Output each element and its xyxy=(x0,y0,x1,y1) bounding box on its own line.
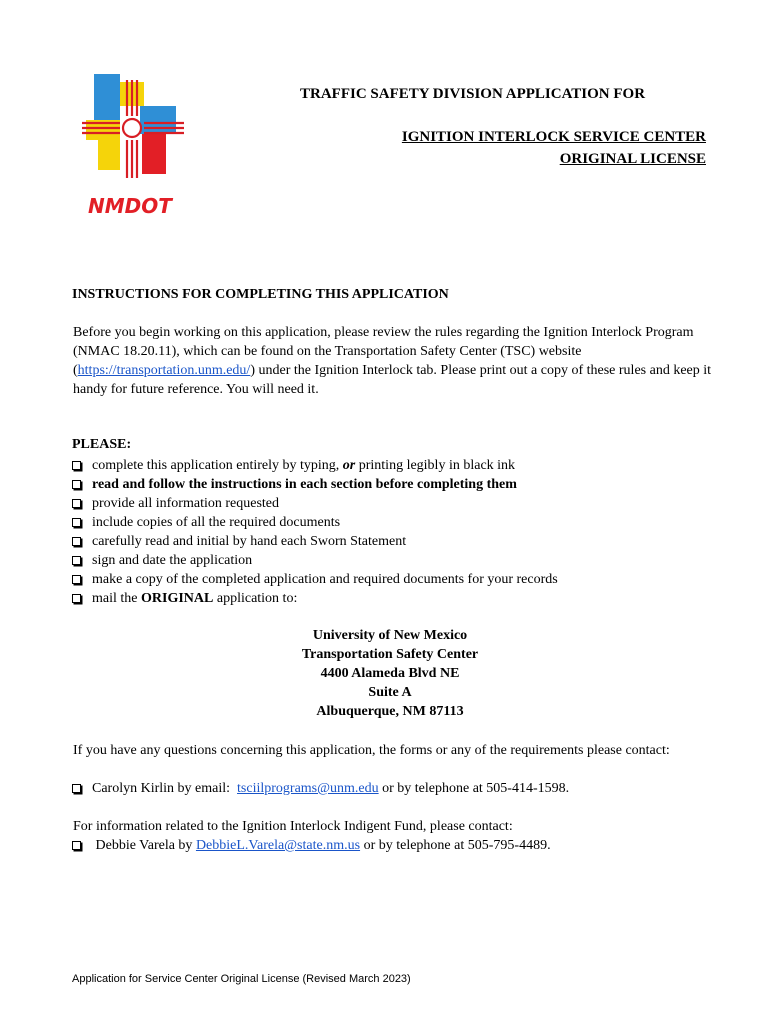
please-heading: PLEASE: xyxy=(72,437,132,452)
checkbox-icon xyxy=(72,499,81,508)
address-line: Transportation Safety Center xyxy=(301,647,479,662)
logo-text: NMDOT xyxy=(88,194,172,218)
list-item xyxy=(72,532,712,551)
item-text: include copies of all the required documents xyxy=(92,515,341,530)
item-text: provide all information requested xyxy=(92,496,279,511)
contact-phone: or by telephone at 505-414-1598. xyxy=(382,781,570,796)
checkbox-icon xyxy=(72,461,81,470)
contact-name: Carolyn Kirlin by email: xyxy=(92,781,231,796)
list-item xyxy=(72,475,712,494)
contact-name: Debbie Varela by xyxy=(95,838,193,853)
instructions-paragraph xyxy=(73,323,713,399)
item-text: application to: xyxy=(216,591,298,606)
item-text: sign and date the application xyxy=(92,553,253,568)
checkbox-icon xyxy=(72,537,81,546)
item-text-emphasis: ORIGINAL xyxy=(141,591,214,606)
item-text: mail the xyxy=(92,591,138,606)
item-text-emphasis: or xyxy=(342,458,356,473)
checkbox-icon xyxy=(72,518,81,527)
email-link-varela[interactable]: DebbieL.Varela@state.nm.us xyxy=(195,838,361,853)
list-item xyxy=(72,494,712,513)
list-item xyxy=(72,456,712,475)
list-item xyxy=(72,570,712,589)
instructions-heading: INSTRUCTIONS FOR COMPLETING THIS APPLICATION xyxy=(72,287,449,302)
nmdot-logo xyxy=(80,70,190,220)
title-line-2: IGNITION INTERLOCK SERVICE CENTER xyxy=(401,129,706,145)
address-line: 4400 Alameda Blvd NE xyxy=(320,666,460,681)
list-item xyxy=(72,551,712,570)
item-text: printing legibly in black ink xyxy=(358,458,516,473)
indigent-fund-intro: For information related to the Ignition Interlock Indigent Fund, please contact: xyxy=(73,819,513,834)
item-text: carefully read and initial by hand each Sworn Statement xyxy=(92,534,407,549)
checkbox-icon xyxy=(72,784,81,793)
email-link-kirlin[interactable]: tsciilprograms@unm.edu xyxy=(237,781,379,796)
item-text: make a copy of the completed application and required documents for your records xyxy=(92,572,558,587)
address-line: University of New Mexico xyxy=(312,628,468,643)
item-text: read and follow the instructions in each section before completing them xyxy=(92,477,517,492)
title-line-1: TRAFFIC SAFETY DIVISION APPLICATION FOR xyxy=(300,86,646,102)
address-line: Suite A xyxy=(368,685,412,700)
checkbox-icon xyxy=(72,575,81,584)
page-footer: Application for Service Center Original License (Revised March 2023) xyxy=(72,973,411,985)
mailing-address xyxy=(0,626,770,721)
instructions-text-a: Before you begin working on this application, please review the rules regarding the Ignition Interlock Program (NMAC 18.20.11), which can be found on the Transportation Safety Center (TSC) website ( xyxy=(73,325,694,378)
checkbox-icon xyxy=(72,480,81,489)
list-item xyxy=(72,589,712,608)
checkbox-icon xyxy=(72,556,81,565)
contact-line-kirlin xyxy=(72,779,569,798)
please-checklist xyxy=(72,456,712,608)
checkbox-icon xyxy=(72,594,81,603)
item-text: complete this application entirely by typing, xyxy=(92,458,340,473)
list-item xyxy=(72,513,712,532)
title-line-3: ORIGINAL LICENSE xyxy=(559,151,706,167)
contact-line-varela xyxy=(72,836,551,855)
instructions-text-b: ) under the Ignition Interlock tab. Please print out a copy of these rules and keep it handy for future reference. You will need it. xyxy=(73,363,712,397)
tsc-website-link[interactable]: https://transportation.unm.edu/ xyxy=(77,363,251,378)
contact-intro: If you have any questions concerning this application, the forms or any of the requirements please contact: xyxy=(73,743,670,758)
contact-phone: or by telephone at 505-795-4489. xyxy=(363,838,551,853)
address-line: Albuquerque, NM 87113 xyxy=(316,704,464,719)
checkbox-icon xyxy=(72,841,81,850)
